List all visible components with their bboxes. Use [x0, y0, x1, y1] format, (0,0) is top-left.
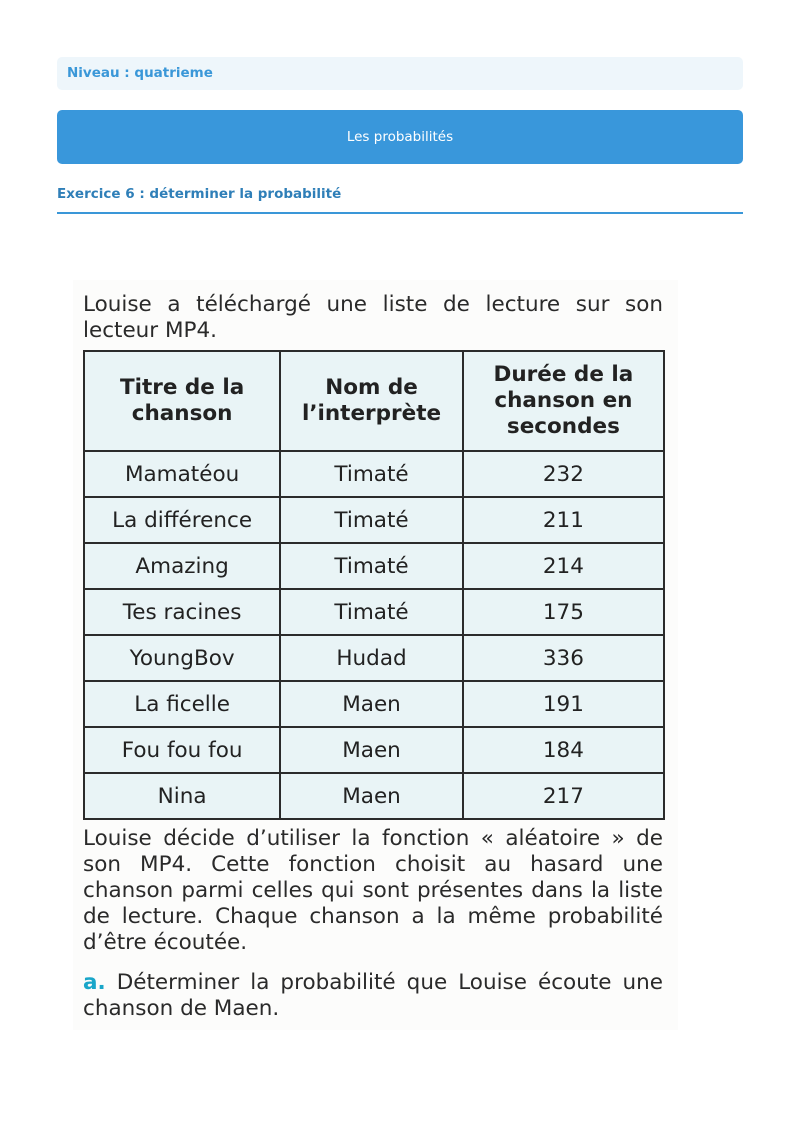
song-artist: Hudad: [280, 635, 463, 681]
song-title: La différence: [84, 497, 280, 543]
song-title: Mamatéou: [84, 451, 280, 497]
song-artist: Timaté: [280, 543, 463, 589]
song-duration: 175: [463, 589, 664, 635]
songs-table: [83, 350, 665, 820]
song-artist: Timaté: [280, 451, 463, 497]
song-title: YoungBov: [84, 635, 280, 681]
table-row: [84, 543, 664, 589]
header-title: Titre de la chanson: [84, 351, 280, 451]
song-artist: Timaté: [280, 497, 463, 543]
intro-paragraph: Louise a téléchargé une liste de lecture sur son lecteur MP4.: [83, 292, 663, 343]
header-artist: Nom de l’interprète: [280, 351, 463, 451]
song-duration: 191: [463, 681, 664, 727]
chapter-title: Les probabilités: [346, 129, 454, 145]
table-row: [84, 589, 664, 635]
table-row: [84, 451, 664, 497]
table-header-row: [84, 351, 664, 451]
song-duration: 217: [463, 773, 664, 819]
level-banner: [57, 57, 743, 90]
song-title: Amazing: [84, 543, 280, 589]
chapter-title-banner: [57, 110, 743, 164]
table-row: [84, 727, 664, 773]
song-duration: 211: [463, 497, 664, 543]
exercise-title: Exercice 6 : déterminer la probabilité: [57, 186, 342, 202]
song-title: Nina: [84, 773, 280, 819]
song-duration: 184: [463, 727, 664, 773]
header-duration: Durée de la chanson en secondes: [463, 351, 664, 451]
level-text: Niveau : quatrieme: [67, 65, 213, 81]
song-title: Tes racines: [84, 589, 280, 635]
question-letter: a.: [83, 970, 106, 995]
table-row: [84, 773, 664, 819]
song-duration: 214: [463, 543, 664, 589]
song-title: Fou fou fou: [84, 727, 280, 773]
table-row: [84, 497, 664, 543]
song-duration: 336: [463, 635, 664, 681]
song-title: La ficelle: [84, 681, 280, 727]
question-a: [83, 970, 663, 1022]
song-artist: Maen: [280, 773, 463, 819]
song-duration: 232: [463, 451, 664, 497]
exercise-heading: [57, 186, 743, 214]
question-text: Déterminer la probabilité que Louise écoute une chanson de Maen.: [83, 970, 663, 1021]
song-artist: Maen: [280, 727, 463, 773]
song-artist: Timaté: [280, 589, 463, 635]
exercise-image: [73, 280, 678, 1030]
song-artist: Maen: [280, 681, 463, 727]
table-row: [84, 681, 664, 727]
table-row: [84, 635, 664, 681]
rules-paragraph: Louise décide d’utiliser la fonction « aléatoire » de son MP4. Cette fonction choisit au hasard une chanson parmi celles qui sont présentes dans la liste de lecture. Chaque chanson a la même probabilité d’être écoutée.: [83, 826, 663, 955]
